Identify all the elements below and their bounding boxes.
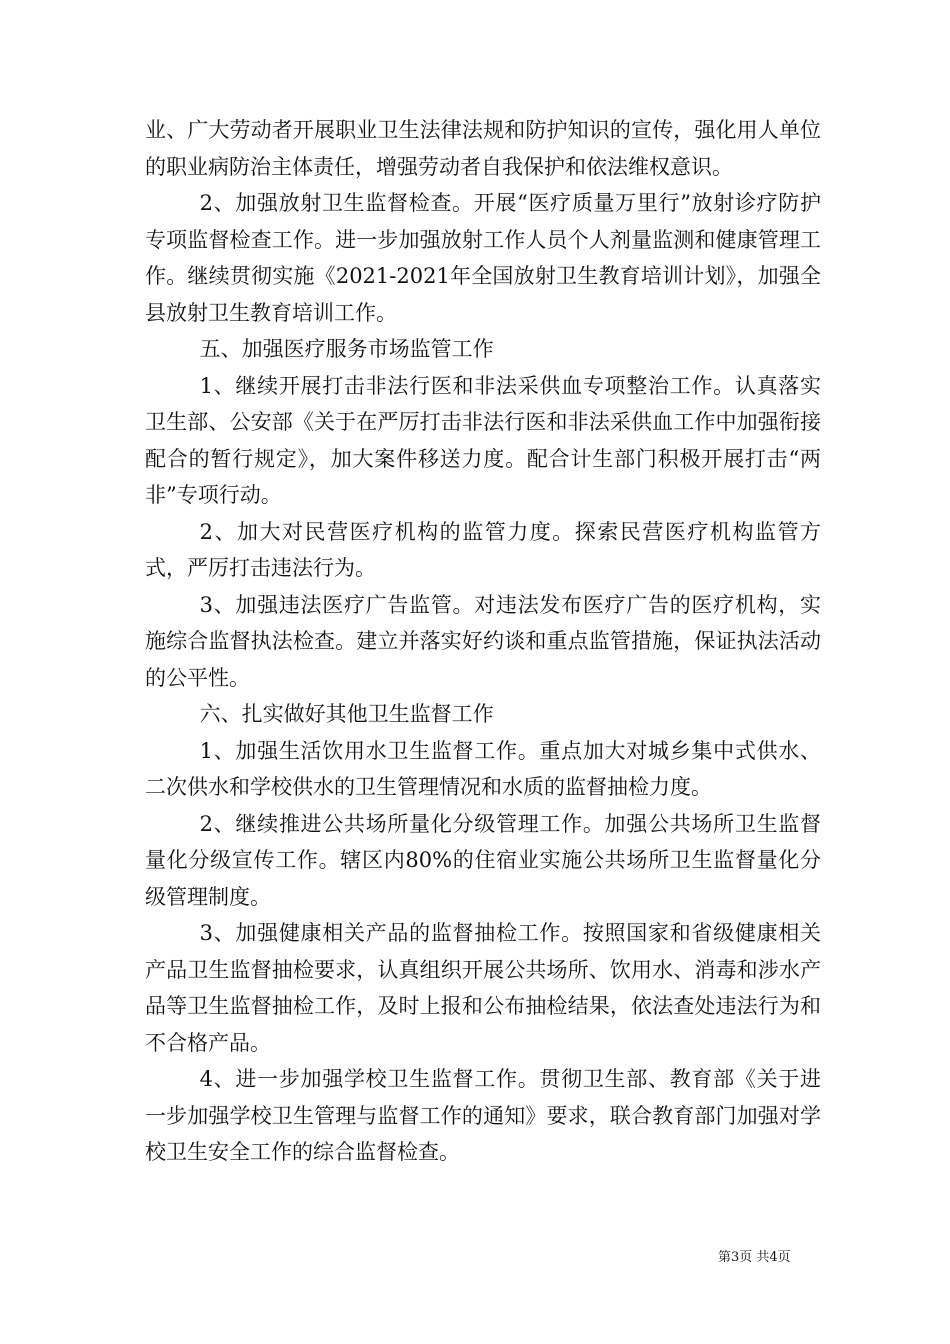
paragraph-public-places: 2、继续推进公共场所量化分级管理工作。加强公共场所卫生监督量化分级宣传工作。辖区内80%的住宿业实施公共场所卫生监督量化分级管理制度。 [145, 811, 821, 909]
section-heading-other-supervision: 六、扎实做好其他卫生监督工作 [199, 702, 494, 726]
document-body [145, 112, 821, 1171]
paragraph-drinking-water: 1、加强生活饮用水卫生监督工作。重点加大对城乡集中式供水、二次供水和学校供水的卫生管理情况和水质的监督抽检力度。 [145, 738, 821, 799]
section-heading-medical-market: 五、加强医疗服务市场监管工作 [199, 337, 494, 361]
paragraph-medical-advertising: 3、加强违法医疗广告监管。对违法发布医疗广告的医疗机构，实施综合监督执法检查。建立并落实好约谈和重点监管措施，保证执法活动的公平性。 [145, 592, 821, 690]
paragraph-radiation-inspection: 2、加强放射卫生监督检查。开展“医疗质量万里行”放射诊疗防护专项监督检查工作。进一步加强放射工作人员个人剂量监测和健康管理工作。继续贯彻实施《2021-2021年全国放射卫生教育培训计划》，加强全县放射卫生教育培训工作。 [145, 191, 821, 325]
paragraph-school-health: 4、进一步加强学校卫生监督工作。贯彻卫生部、教育部《关于进一步加强学校卫生管理与监督工作的通知》要求，联合教育部门加强对学校卫生安全工作的综合监督检查。 [145, 1067, 821, 1164]
paragraph-private-institutions: 2、加大对民营医疗机构的监管力度。探索民营医疗机构监管方式，严厉打击违法行为。 [145, 519, 821, 580]
page-number-footer: 第3页 共4页 [718, 1250, 791, 1265]
paragraph-occupational-health-cont: 业、广大劳动者开展职业卫生法律法规和防护知识的宣传，强化用人单位的职业病防治主体责任，增强劳动者自我保护和依法维权意识。 [145, 118, 821, 179]
paragraph-health-products: 3、加强健康相关产品的监督抽检工作。按照国家和省级健康相关产品卫生监督抽检要求，认真组织开展公共场所、饮用水、消毒和涉水产品等卫生监督抽检工作，及时上报和公布抽检结果，依法查处违法行为和不合格产品。 [145, 921, 821, 1055]
paragraph-illegal-practice: 1、继续开展打击非法行医和非法采供血专项整治工作。认真落实卫生部、公安部《关于在严厉打击非法行医和非法采供血工作中加强衔接配合的暂行规定》，加大案件移送力度。配合计生部门积极开展打击“两非”专项行动。 [145, 373, 821, 507]
